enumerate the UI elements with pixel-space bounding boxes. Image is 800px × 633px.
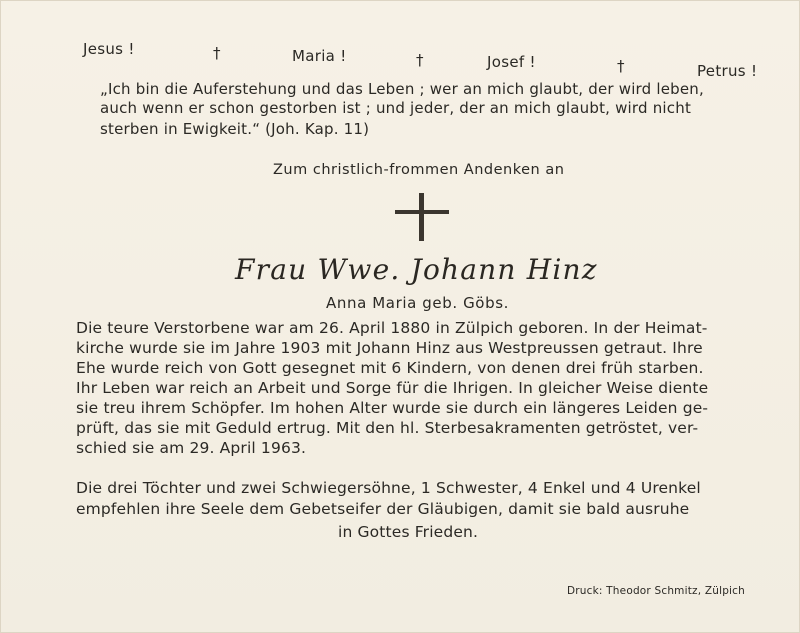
header-name-maria: Maria !	[292, 47, 347, 65]
header-name-josef: Josef !	[487, 53, 536, 71]
closing-line: in Gottes Frieden.	[338, 523, 479, 541]
dagger-icon: †	[416, 51, 424, 69]
printer-credit: Druck: Theodor Schmitz, Zülpich	[567, 585, 745, 597]
header-name-jesus: Jesus !	[83, 40, 135, 58]
biography-line: Ehe wurde reich von Gott gesegnet mit 6 Kindern, von denen drei früh starben.	[76, 359, 704, 377]
verse-line: „Ich bin die Auferstehung und das Leben ; wer an mich glaubt, der wird leben,	[100, 80, 704, 98]
memorial-intro: Zum christlich-frommen Andenken an	[273, 162, 565, 178]
verse-line: sterben in Ewigkeit.“ (Joh. Kap. 11)	[100, 120, 370, 138]
biography-line: sie treu ihrem Schöpfer. Im hohen Alter wurde sie durch ein längeres Leiden ge-	[76, 399, 709, 417]
dagger-icon: †	[213, 44, 221, 62]
header-name-petrus: Petrus !	[697, 62, 758, 80]
biography-line: prüft, das sie mit Geduld ertrug. Mit den hl. Sterbesakramenten getröstet, ver-	[76, 419, 699, 437]
verse-line: auch wenn er schon gestorben ist ; und jeder, der an mich glaubt, wird nicht	[100, 99, 692, 117]
birth-name: Anna Maria geb. Göbs.	[326, 294, 509, 312]
biography-line: schied sie am 29. April 1963.	[76, 439, 307, 457]
cross-icon	[395, 193, 449, 241]
biography-line: Ihr Leben war reich an Arbeit und Sorge für die Ihrigen. In gleicher Weise diente	[76, 379, 709, 397]
dagger-icon: †	[617, 57, 625, 75]
closing-line: Die drei Töchter und zwei Schwiegersöhne, 1 Schwester, 4 Enkel und 4 Urenkel	[76, 479, 701, 497]
biography-line: Die teure Verstorbene war am 26. April 1880 in Zülpich geboren. In der Heimat-	[76, 319, 708, 337]
biography-line: kirche wurde sie im Jahre 1903 mit Johann Hinz aus Westpreussen getraut. Ihre	[76, 339, 703, 357]
closing-line: empfehlen ihre Seele dem Gebetseifer der Gläubigen, damit sie bald ausruhe	[76, 500, 690, 518]
deceased-name: Frau Wwe. Johann Hinz	[235, 253, 598, 286]
